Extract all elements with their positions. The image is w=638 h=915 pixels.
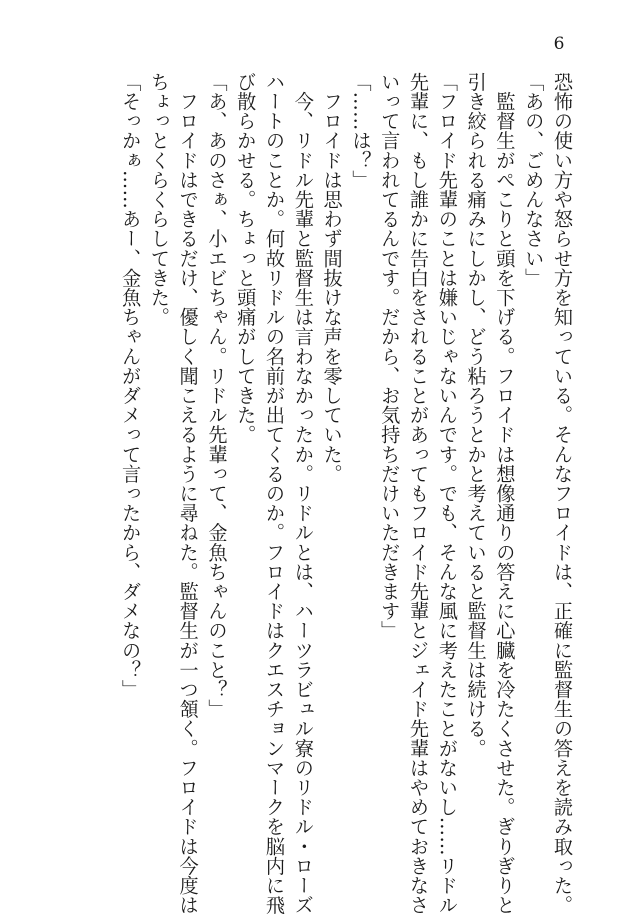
text-line: ハートのことか。何故リドルの名前が出てくるのか。フロイドはクエスチョンマークを脳内に飛 xyxy=(263,72,287,915)
text-line: 「そっかぁ……あー、金魚ちゃんがダメって言ったから、ダメなの？」 xyxy=(119,72,143,700)
text-line: 「フロイド先輩のことは嫌いじゃないんです。でも、そんな風に考えたことがないし……リドル xyxy=(435,72,459,915)
text-line: フロイドはできるだけ、優しく聞こえるように尋ねた。監督生が一つ頷く。フロイドは今度は xyxy=(176,72,200,915)
text-line: 恐怖の使い方や怒らせ方を知っている。そんなフロイドは、正確に監督生の答えを読み取った。 xyxy=(551,72,574,915)
page-number: 6 xyxy=(553,34,565,54)
text-line: 「あ、あのさぁ、小エビちゃん。リドル先輩って、金魚ちゃんのこと？」 xyxy=(205,72,229,719)
text-line: 監督生がぺこりと頭を下げる。フロイドは想像通りの答えに心臓を冷たくさせた。ぎりぎりと xyxy=(493,72,517,915)
text-line: 先輩に、もし誰かに告白をされることがあってもフロイド先輩とジェイド先輩はやめておきなさ xyxy=(407,72,431,915)
novel-text-body xyxy=(115,72,576,915)
text-line: 引き絞られる痛みにしかし、どう粘ろうとかと考えていると監督生は続ける。 xyxy=(464,72,488,758)
text-line: び散らかせる。ちょっと頭痛がしてきた。 xyxy=(234,72,258,445)
text-line: いって言われてるんです。だから、お気持ちだけいただきます」 xyxy=(378,72,402,641)
text-line: 「……は？」 xyxy=(349,72,373,190)
text-line: 今、リドル先輩と監督生は言わなかったか。リドルとは、ハーツラビュル寮のリドル・ローズ xyxy=(291,72,315,915)
text-line: フロイドは思わず間抜けな声を零していた。 xyxy=(320,72,344,484)
text-line: ちょっとくらくらしてきた。 xyxy=(147,72,171,327)
text-line: 「あの、ごめんなさい」 xyxy=(522,72,546,288)
